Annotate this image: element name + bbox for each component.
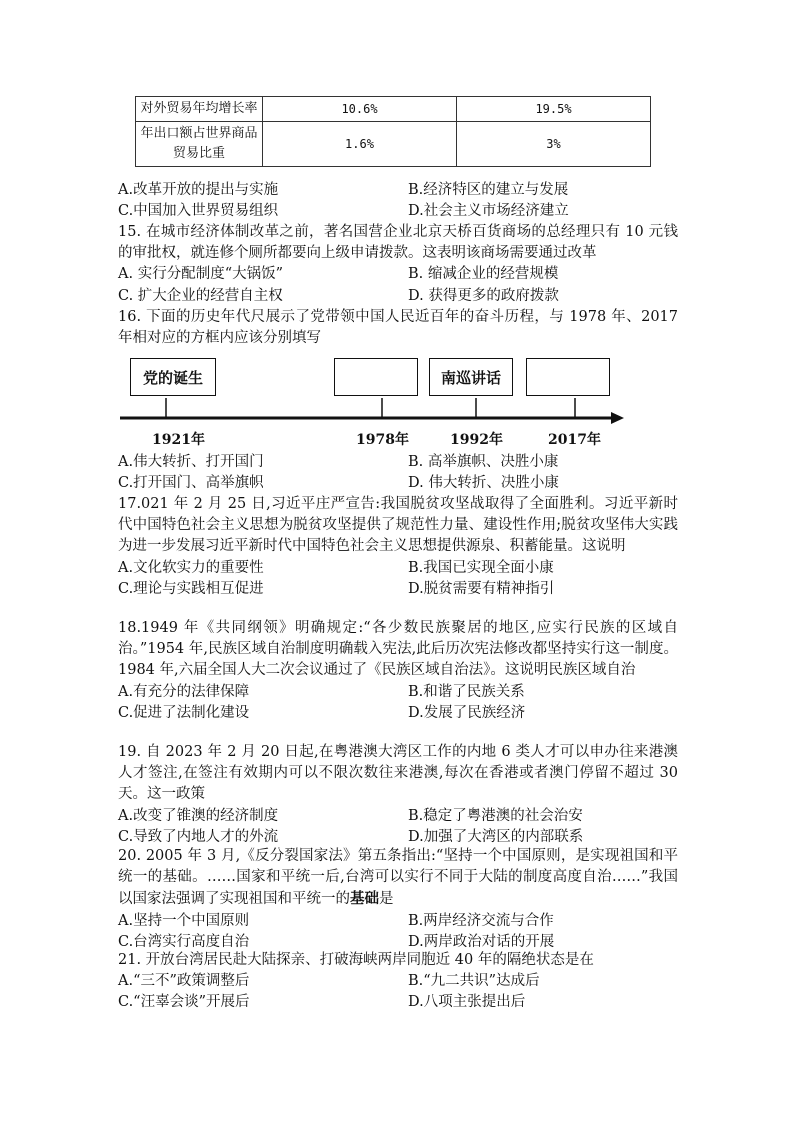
question-stem: 19. 自 2023 年 2 月 20 日起,在粤港澳大湾区工作的内地 6 类人才可以申办往来港澳人才签注,在签注有效期内可以不限次数往来港澳,每次在香港或者澳门停留不超过 30 天。这一政策 [118,744,678,803]
table-row [136,122,651,167]
question-stem: 17.021 年 2 月 25 日,习近平庄严宣告:我国脱贫攻坚战取得了全面胜利。习近平新时代中国特色社会主义思想为脱贫攻坚提供了规范性力量、建设性作用;脱贫攻坚伟大实践为进一步发展习近平新时代中国特色社会主义思想提供源泉、积蓄能量。这说明 [118,496,678,555]
question-20 [118,846,678,953]
question-16-options [118,452,678,494]
year-label: 1992年 [450,432,503,448]
option-d[interactable]: D.加强了大湾区的内部联系 [408,828,584,845]
option-d[interactable]: D.社会主义市场经济建立 [408,203,569,220]
option-a[interactable]: A.伟大转折、打开国门 [118,454,264,470]
option-a[interactable]: A. 实行分配制度“大锅饭” [118,266,284,283]
stem-text: 20. 2005 年 3 月,《反分裂国家法》第五条指出:“坚持一个中国原则，是实现祖国和平统一的基础。……国家和平统一后,台湾可以实行不同于大陆的制度高度自治……”我国以国家法强调了实现祖国和平统一的 [118,848,678,908]
table-cell: 3% [457,122,651,167]
option-a[interactable]: A.有充分的法律保障 [118,683,250,700]
option-d[interactable]: D.发展了民族经济 [408,704,526,721]
table-cell: 年出口额占世界商品贸易比重 [136,122,263,167]
timeline-box-1978-blank [334,358,418,396]
question-stem: 15. 在城市经济体制改革之前，著名国营企业北京天桥百货商场的总经理只有 10 元钱的审批权，就连修个厕所都要向上级申请拨款。这表明该商场需要通过改革 [118,224,678,262]
option-b[interactable]: B.和谐了民族关系 [408,683,525,700]
option-d[interactable]: D. 获得更多的政府拨款 [408,287,559,304]
option-c[interactable]: C. 扩大企业的经营自主权 [118,287,283,304]
option-d[interactable]: D.八项主张提出后 [408,994,526,1011]
option-b[interactable]: B.稳定了粤港澳的社会治安 [408,807,583,824]
option-a[interactable]: A.“三不”政策调整后 [118,973,250,990]
option-c[interactable]: C.促进了法制化建设 [118,704,250,721]
question-stem: 16. 下面的历史年代尺展示了党带领中国人民近百年的奋斗历程，与 1978 年、2017 年相对应的方框内应该分别填写 [118,309,678,347]
timeline-box-2017-blank [526,358,610,396]
question-17 [118,494,678,600]
option-b[interactable]: B.经济特区的建立与发展 [408,182,569,198]
option-a[interactable]: A.改变了锥澳的经济制度 [118,807,279,824]
question-15 [118,222,678,307]
option-c[interactable]: C.“汪辜会谈”开展后 [118,994,250,1011]
option-b[interactable]: B.我国已实现全面小康 [408,559,554,576]
question-stem [118,846,678,911]
timeline-box-1921: 党的诞生 [130,358,216,396]
timeline-box-1992: 南巡讲话 [429,358,513,396]
option-c[interactable]: C.打开国门、高举旗帜 [118,475,264,492]
question-19 [118,742,678,848]
option-b[interactable]: B. 高举旗帜、决胜小康 [408,454,559,470]
question-16 [118,307,678,349]
history-timeline [118,352,638,452]
option-a[interactable]: A.文化软实力的重要性 [118,559,264,576]
question-21 [118,950,678,1014]
year-label: 1921年 [152,432,205,448]
trade-table [135,96,651,167]
question-stem: 21. 开放台湾居民赴大陆探亲、打破海峡两岸同胞近 40 年的隔绝状态是在 [118,952,594,968]
table-cell: 10.6% [263,97,457,122]
option-b[interactable]: B.两岸经济交流与合作 [408,912,554,929]
table-cell: 对外贸易年均增长率 [136,97,263,122]
option-c[interactable]: C.台湾实行高度自治 [118,933,250,950]
option-d[interactable]: D. 伟大转折、决胜小康 [408,475,559,492]
stem-keyword: 基础 [350,890,379,908]
option-d[interactable]: D.两岸政治对话的开展 [408,933,555,950]
option-c[interactable]: C.导致了内地人才的外流 [118,828,279,845]
option-a[interactable]: A.改革开放的提出与实施 [118,182,279,198]
option-b[interactable]: B.“九二共识”达成后 [408,973,540,990]
stem-text: 是 [379,891,394,908]
question-stem: 18.1949 年《共同纲领》明确规定:“各少数民族聚居的地区,应实行民族的区域自治。”1954 年,民族区域自治制度明确载入宪法,此后历次宪法修改都坚持实行这一制度。1984 年,六届全国人大二次会议通过了《民族区域自治法》。这说明民族区域自治 [118,620,678,679]
year-label: 2017年 [548,432,601,448]
option-b[interactable]: B. 缩减企业的经营规模 [408,266,559,283]
table-row [136,97,651,122]
option-d[interactable]: D.脱贫需要有精神指引 [408,580,555,597]
year-label: 1978年 [356,432,409,448]
question-18 [118,618,678,724]
table-cell: 1.6% [263,122,457,167]
option-a[interactable]: A.坚持一个中国原则 [118,912,250,929]
table-cell: 19.5% [457,97,651,122]
option-c[interactable]: C.中国加入世界贸易组织 [118,203,279,220]
question-14-options [118,180,678,222]
option-c[interactable]: C.理论与实践相互促进 [118,580,264,597]
